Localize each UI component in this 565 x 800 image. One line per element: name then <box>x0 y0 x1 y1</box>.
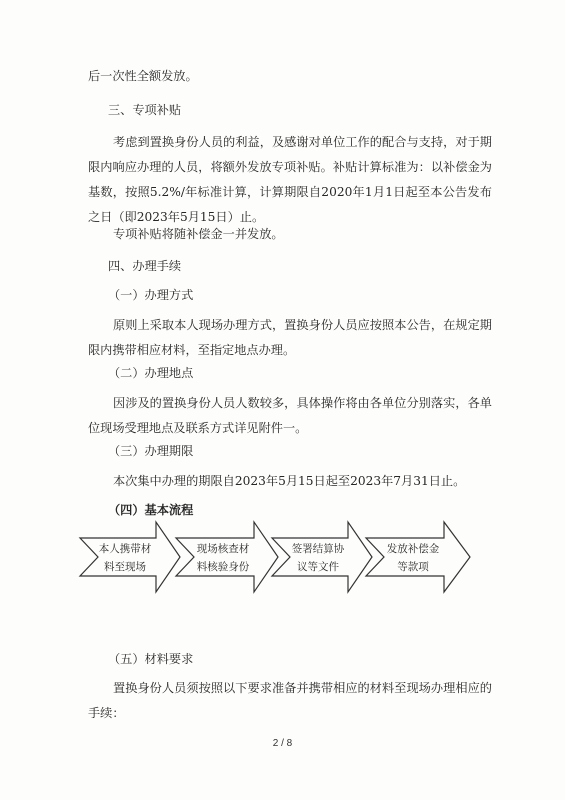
subheading-method: （一）办理方式 <box>108 288 194 302</box>
subsidy-note-paragraph: 专项补贴将随补偿金一并发放。 <box>113 227 284 241</box>
flow-step-4-label: 发放补偿金等款项 <box>386 543 440 573</box>
page-number: 2 / 8 <box>272 738 293 749</box>
subheading-place: （二）办理地点 <box>108 366 194 380</box>
section-heading-subsidy: 三、专项补贴 <box>108 103 182 117</box>
subsidy-paragraph: 考虑到置换身份人员的利益，及感谢对单位工作的配合与支持，对于期限内响应办理的人员，将额外发放专项补贴。补贴计算标准为：以补偿金为基数，按照5.2%/年标准计算，计算期限自2020年1月1日起至本公告发布之日（即2023年5月15日）止。 <box>88 135 492 224</box>
place-paragraph: 因涉及的置换身份人员人数较多，具体操作将由各单位分别落实，各单位现场受理地点及联系方式详见附件一。 <box>88 396 492 435</box>
subheading-materials: （五）材料要求 <box>108 652 194 666</box>
materials-paragraph: 置换身份人员须按照以下要求准备并携带相应的材料至现场办理相应的手续： <box>88 681 492 720</box>
section-heading-procedures: 四、办理手续 <box>108 259 182 273</box>
subheading-flow: （四）基本流程 <box>108 503 194 517</box>
flow-step-1-label: 本人携带材料至现场 <box>98 543 152 573</box>
flow-step-3-label: 签署结算协议等文件 <box>291 543 345 573</box>
method-paragraph: 原则上采取本人现场办理方式，置换身份人员应按照本公告，在规定期限内携带相应材料，至指定地点办理。 <box>88 318 492 357</box>
carryover-line: 后一次性全额发放。 <box>88 69 198 83</box>
subheading-period: （三）办理期限 <box>108 444 194 458</box>
flow-step-2-label: 现场核查材料核验身份 <box>196 543 250 573</box>
process-flow-diagram <box>78 516 488 598</box>
period-paragraph: 本次集中办理的期限自2023年5月15日起至2023年7月31日止。 <box>113 474 466 488</box>
